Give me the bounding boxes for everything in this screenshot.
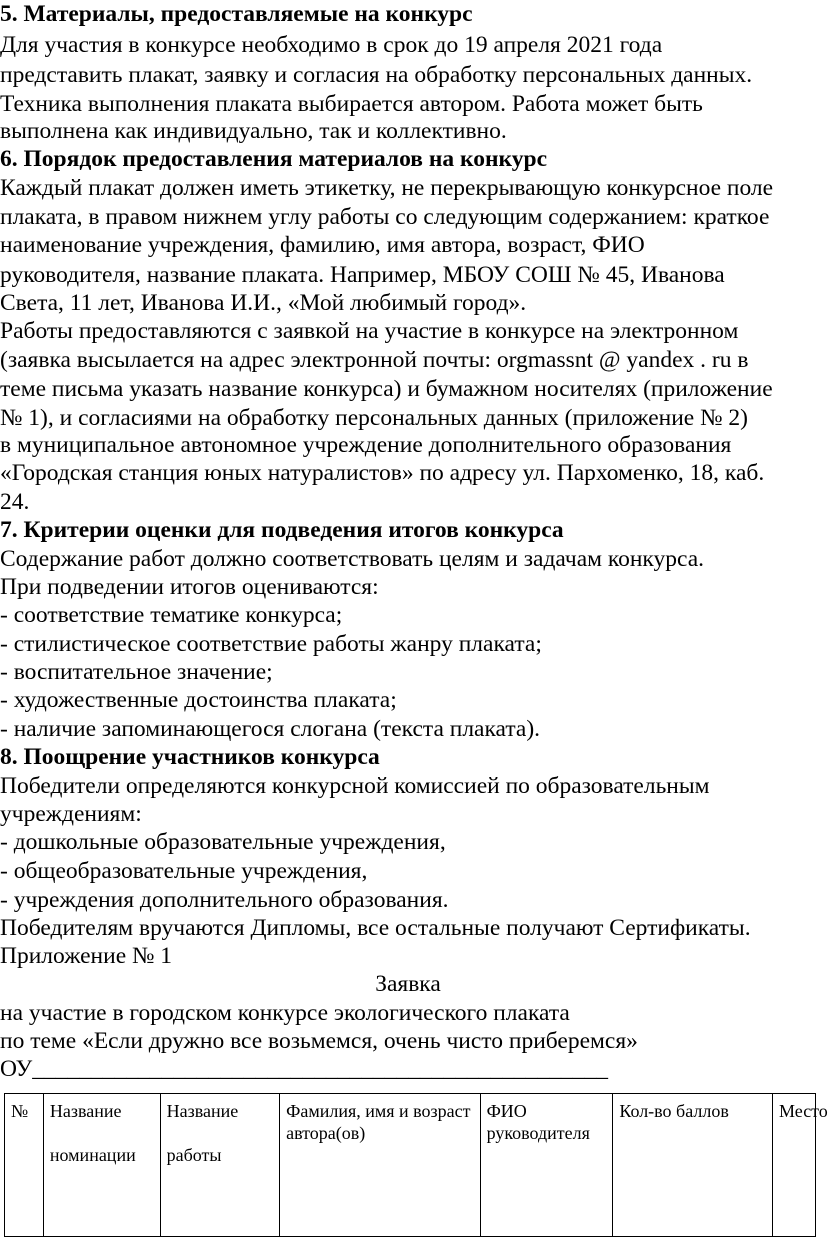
- section-7-line: При подведении итогов оцениваются:: [0, 574, 379, 600]
- appendix-label: Приложение № 1: [0, 943, 173, 969]
- section-7-line: Содержание работ должно соответствовать целям и задачам конкурса.: [0, 546, 705, 572]
- section-6-line: в муниципальное автономное учреждение дополнительного образования: [0, 432, 732, 458]
- section-6-line: Каждый плакат должен иметь этикетку, не перекрывающую конкурсное поле: [0, 175, 774, 201]
- section-8-line: Победителям вручаются Дипломы, все остальные получают Сертификаты.: [0, 915, 751, 941]
- header-cell-nomination: [43, 1094, 160, 1237]
- section-8-heading: 8. Поощрение участников конкурса: [0, 744, 380, 770]
- section-6-line: Работы предоставляются с заявкой на участие в конкурсе на электронном: [0, 318, 739, 344]
- header-cell-work: [160, 1094, 280, 1237]
- header-place: Место: [778, 1101, 828, 1121]
- organization-line: ОУ_________________________________________________: [0, 1056, 609, 1082]
- section-5-line: представить плакат, заявку и согласия на обработку персональных данных.: [0, 62, 753, 88]
- header-number: №: [11, 1101, 29, 1121]
- header-cell-place: [772, 1094, 828, 1237]
- section-7-line: - соответствие тематике конкурса;: [0, 602, 343, 628]
- section-6-line: 24.: [0, 489, 30, 515]
- section-5-line: Для участия в конкурсе необходимо в срок до 19 апреля 2021 года: [0, 32, 663, 58]
- section-7-line: - художественные достоинства плаката;: [0, 687, 397, 713]
- section-6-line: наименование учреждения, фамилию, имя автора, возраст, ФИО: [0, 232, 645, 258]
- section-8-line: Победители определяются конкурсной комиссией по образовательным: [0, 773, 710, 799]
- application-subtitle: на участие в городском конкурсе экологического плаката: [0, 1000, 570, 1026]
- application-theme: по теме «Если дружно все возьмемся, очень чисто приберемся»: [0, 1028, 638, 1054]
- section-7-line: - наличие запоминающегося слогана (текста плаката).: [0, 716, 541, 742]
- table-header-row: [5, 1094, 816, 1237]
- section-6-line: (заявка высылается на адрес электронной почты: orgmassnt @ yandex . ru в: [0, 347, 749, 373]
- section-6-line: Света, 11 лет, Иванова И.И., «Мой любимый город».: [0, 290, 527, 316]
- section-6-line: № 1), и согласиями на обработку персональных данных (приложение № 2): [0, 405, 748, 431]
- header-cell-leader: [480, 1094, 613, 1237]
- header-nomination-b: номинации: [49, 1145, 136, 1165]
- application-table: [4, 1093, 828, 1237]
- header-work-b: работы: [166, 1145, 222, 1165]
- header-nomination-a: Название: [49, 1101, 122, 1121]
- section-6-heading: 6. Порядок предоставления материалов на конкурс: [0, 146, 547, 172]
- section-5-line: Техника выполнения плаката выбирается автором. Работа может быть: [0, 91, 703, 117]
- header-author: Фамилия, имя и возраст автора(ов): [286, 1101, 471, 1143]
- application-title: Заявка: [375, 971, 441, 997]
- header-cell-number: [5, 1094, 44, 1237]
- header-cell-author: [280, 1094, 480, 1237]
- section-6-line: «Городская станция юных натуралистов» по адресу ул. Пархоменко, 18, каб.: [0, 460, 765, 486]
- section-5-line: выполнена как индивидуально, так и коллективно.: [0, 118, 507, 144]
- header-work-a: Название: [166, 1101, 239, 1121]
- section-6-line: плаката, в правом нижнем углу работы со следующим содержанием: краткое: [0, 204, 770, 230]
- section-7-line: - воспитательное значение;: [0, 659, 273, 685]
- section-6-line: теме письма указать название конкурса) и бумажном носителях (приложение: [0, 376, 773, 402]
- section-8-line: - общеобразовательные учреждения,: [0, 858, 368, 884]
- section-8-line: учреждениям:: [0, 801, 142, 827]
- section-7-line: - стилистическое соответствие работы жанру плаката;: [0, 631, 542, 657]
- section-6-line: руководителя, название плаката. Например, МБОУ СОШ № 45, Иванова: [0, 262, 725, 288]
- section-8-line: - дошкольные образовательные учреждения,: [0, 829, 446, 855]
- section-5-heading: 5. Материалы, предоставляемые на конкурс: [0, 1, 473, 27]
- header-cell-score: [613, 1094, 773, 1237]
- section-8-line: - учреждения дополнительного образования.: [0, 887, 449, 913]
- header-score: Кол-во баллов: [619, 1101, 729, 1121]
- section-7-heading: 7. Критерии оценки для подведения итогов конкурса: [0, 517, 564, 543]
- header-leader: ФИО руководителя: [486, 1101, 590, 1143]
